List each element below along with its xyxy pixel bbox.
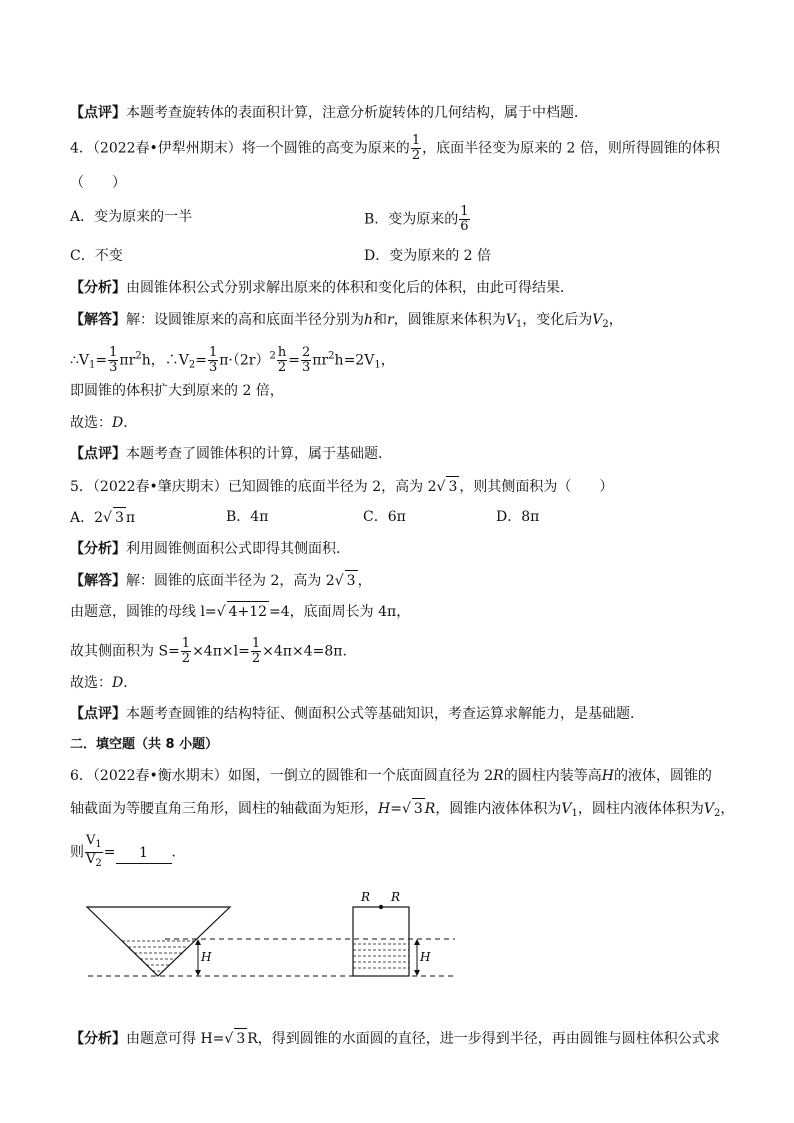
q6-stem-part: 则 bbox=[70, 844, 84, 861]
q4-analysis-text: 由圆锥体积公式分别求解出原来的体积和变化后的体积，由此可得结果． bbox=[126, 280, 574, 296]
var-h: h bbox=[364, 312, 374, 328]
sqrt-radicand: 3 bbox=[345, 570, 358, 591]
subscript: 1 bbox=[89, 359, 96, 371]
fraction-numerator: 1 bbox=[109, 345, 118, 360]
q6-stem-line-1 bbox=[70, 766, 712, 786]
q5-option-d: D．8π bbox=[496, 509, 540, 525]
review-tag: 【点评】 bbox=[70, 446, 126, 462]
var-H: H bbox=[378, 801, 391, 817]
solution-text: ×4π×l= bbox=[192, 643, 250, 660]
fraction-numerator: 1 bbox=[460, 204, 469, 219]
fraction-denominator: 6 bbox=[460, 219, 469, 234]
q4-paren: （ ） bbox=[70, 175, 126, 191]
q4-review-text: 本题考查了圆锥体积的计算，属于基础题． bbox=[126, 446, 392, 462]
q4-number: 4． bbox=[70, 140, 93, 157]
fraction-numerator: 1 bbox=[411, 133, 421, 148]
period: ． bbox=[123, 675, 138, 691]
math-text: h，∴V bbox=[141, 352, 189, 369]
q4-review-line bbox=[70, 444, 392, 464]
var-r: r bbox=[387, 312, 394, 328]
answer-blank: 1 bbox=[116, 843, 172, 864]
q6-number: 6． bbox=[70, 768, 93, 784]
solution-text: 和 bbox=[373, 312, 388, 328]
var-V: V bbox=[86, 833, 96, 848]
q6-stem-part: ． bbox=[171, 844, 186, 861]
q4-option-b bbox=[364, 205, 471, 234]
fraction-numerator: 1 bbox=[208, 345, 218, 360]
superscript: 2 bbox=[135, 350, 142, 362]
fraction-denominator: 2 bbox=[251, 651, 261, 666]
q5-option-a bbox=[70, 507, 135, 528]
comma: ， bbox=[608, 312, 623, 328]
q5-solution-line-4 bbox=[70, 673, 137, 693]
sqrt-sign bbox=[437, 479, 446, 495]
arrow-head bbox=[414, 970, 420, 976]
answer-choice: D bbox=[112, 415, 124, 431]
fraction bbox=[411, 134, 421, 163]
cylinder bbox=[353, 907, 409, 976]
subscript: 2 bbox=[713, 808, 721, 819]
q4-analysis-line bbox=[70, 278, 574, 298]
q6-stem-part: ，圆锥内液体体积为 bbox=[435, 801, 562, 817]
math-text: = bbox=[288, 352, 300, 369]
fraction bbox=[85, 834, 103, 871]
fraction bbox=[251, 637, 261, 666]
cylinder-H-label: H bbox=[420, 950, 431, 964]
superscript: 2 bbox=[269, 350, 276, 362]
comma: ， bbox=[720, 801, 735, 817]
fraction bbox=[208, 346, 218, 375]
q6-analysis-text: 由题意可得 H= bbox=[126, 1031, 225, 1047]
fraction-denominator: 2 bbox=[411, 148, 421, 163]
math-text: = bbox=[195, 352, 207, 369]
subscript: 1 bbox=[374, 359, 381, 371]
sqrt-radicand: 4+12 bbox=[227, 601, 269, 622]
subscript: 1 bbox=[571, 808, 578, 819]
math-text: πr bbox=[312, 352, 329, 369]
var-V: V bbox=[592, 312, 603, 328]
solution-text: =4，底面周长为 4π， bbox=[269, 604, 411, 620]
sqrt-radicand: 3 bbox=[234, 1028, 247, 1049]
cylinder-R-label-left: R bbox=[361, 890, 371, 904]
q5-source: （2022春•肇庆期末） bbox=[92, 479, 228, 495]
q4-option-a: A．变为原来的一半 bbox=[70, 209, 193, 225]
q5-stem-part: ，则其侧面积为（ ） bbox=[459, 479, 614, 495]
q4-solution-line-4 bbox=[70, 413, 137, 433]
sqrt-sign bbox=[402, 801, 411, 817]
solution-text: ， bbox=[357, 573, 372, 589]
solution-text: ，变化后为 bbox=[522, 312, 593, 328]
subscript: 1 bbox=[515, 319, 523, 330]
fraction bbox=[459, 205, 469, 234]
q5-review-line bbox=[70, 704, 644, 724]
cone-H-label: H bbox=[201, 950, 212, 964]
subscript: 1 bbox=[95, 839, 102, 850]
review-tag: 【点评】 bbox=[70, 105, 126, 121]
q3-review-line bbox=[70, 103, 588, 123]
q6-stem-part: 的液体，圆锥的 bbox=[613, 768, 712, 784]
option-text: A．2 bbox=[70, 510, 104, 526]
fraction-denominator bbox=[85, 853, 103, 871]
arrow-head bbox=[195, 970, 201, 976]
solution-text: 解：圆锥的底面半径为 2，高为 2 bbox=[126, 573, 335, 589]
sqrt-radicand: 3 bbox=[412, 798, 425, 819]
q6-stem-part: = bbox=[390, 801, 402, 817]
math-text: = bbox=[95, 352, 108, 369]
var-V: V bbox=[703, 801, 714, 817]
q5-analysis-text: 利用圆锥侧面积公式即得其侧面积． bbox=[126, 541, 350, 557]
comma: ， bbox=[380, 352, 395, 369]
q6-stem-part: 轴截面为等腰直角三角形，圆柱的轴截面为矩形， bbox=[70, 801, 378, 817]
q6-figure bbox=[70, 885, 470, 985]
q5-stem-line bbox=[70, 476, 613, 497]
sqrt-radicand: 3 bbox=[113, 507, 126, 528]
review-tag: 【点评】 bbox=[70, 706, 126, 722]
var-R: R bbox=[424, 801, 436, 817]
var-V: V bbox=[505, 312, 516, 328]
arrow-head bbox=[414, 939, 420, 945]
fraction bbox=[301, 346, 311, 375]
solution-text: 故选： bbox=[70, 415, 112, 431]
q4-solution-line-1 bbox=[70, 310, 623, 335]
q4-stem-line bbox=[70, 134, 720, 163]
option-label: B．变为原来的 bbox=[364, 211, 459, 228]
solution-tag: 【解答】 bbox=[70, 312, 126, 328]
solution-text: 解：设圆锥原来的高和底面半径分别为 bbox=[126, 312, 364, 328]
q5-solution-line-3 bbox=[70, 637, 356, 666]
q5-number: 5． bbox=[70, 479, 93, 495]
solution-text: ×4π×4=8π． bbox=[262, 643, 357, 660]
q6-stem-part: = bbox=[103, 844, 116, 861]
q5-solution-line-1 bbox=[70, 570, 372, 591]
q3-review-text: 本题考查旋转体的表面积计算，注意分析旋转体的几何结构，属于中档题． bbox=[126, 105, 588, 121]
analysis-tag: 【分析】 bbox=[70, 1031, 126, 1047]
solution-text: 由题意，圆锥的母线 l= bbox=[70, 604, 217, 620]
subscript: 2 bbox=[95, 858, 102, 869]
sqrt-sign bbox=[335, 573, 344, 589]
cylinder-center-dot bbox=[379, 905, 383, 909]
q5-option-b: B．4π bbox=[226, 509, 269, 525]
analysis-tag: 【分析】 bbox=[70, 541, 126, 557]
q6-source: （2022春•衡水期末） bbox=[92, 768, 228, 784]
fraction-denominator: 2 bbox=[277, 360, 287, 375]
q4-source: （2022春•伊犁州期末） bbox=[92, 140, 242, 157]
subscript: 2 bbox=[602, 319, 609, 330]
math-text: πr bbox=[119, 352, 136, 369]
fraction-numerator: 1 bbox=[251, 636, 261, 651]
q6-stem-line-2 bbox=[70, 798, 734, 824]
option-text: π bbox=[125, 510, 136, 526]
fraction-denominator: 3 bbox=[208, 360, 218, 375]
var-H: H bbox=[601, 768, 614, 784]
math-text: h=2V bbox=[334, 352, 375, 369]
fraction bbox=[277, 346, 287, 375]
math-text: π·（2r） bbox=[219, 352, 270, 369]
q5-solution-line-2 bbox=[70, 601, 410, 622]
var-V: V bbox=[561, 801, 572, 817]
q4-option-d: D．变为原来的 2 倍 bbox=[364, 248, 492, 264]
q6-stem-part: 的圆柱内装等高 bbox=[503, 768, 602, 784]
solution-text: 故选： bbox=[70, 675, 112, 691]
q6-stem-line-3 bbox=[70, 834, 186, 871]
q6-stem-part: 如图，一倒立的圆锥和一个底面圆直径为 2 bbox=[227, 768, 494, 784]
inverted-cone bbox=[87, 907, 230, 976]
solution-tag: 【解答】 bbox=[70, 573, 126, 589]
q6-analysis-line bbox=[70, 1028, 720, 1049]
solution-text: 故其侧面积为 S= bbox=[70, 643, 180, 660]
sqrt-sign bbox=[103, 510, 112, 526]
sqrt-radicand: 3 bbox=[446, 476, 459, 497]
period: ． bbox=[123, 415, 138, 431]
fraction bbox=[108, 346, 118, 375]
fraction bbox=[181, 637, 191, 666]
q4-stem-part: 将一个圆锥的高变为原来的 bbox=[241, 140, 410, 157]
q6-analysis-text: R，得到圆锥的水面圆的直径，进一步得到半径，再由圆锥与圆柱体积公式求 bbox=[247, 1031, 720, 1047]
fraction-denominator: 3 bbox=[109, 360, 118, 375]
q5-analysis-line bbox=[70, 539, 350, 559]
var-V: V bbox=[86, 852, 96, 867]
sqrt-sign bbox=[224, 1031, 233, 1047]
q4-option-c: C．不变 bbox=[70, 248, 123, 264]
q5-option-c: C．6π bbox=[363, 509, 406, 525]
analysis-tag: 【分析】 bbox=[70, 280, 126, 296]
section-heading: 二．填空题（共 8 小题） bbox=[70, 737, 219, 752]
fraction-numerator: 2 bbox=[301, 345, 311, 360]
cylinder-R-label-right: R bbox=[391, 890, 401, 904]
math-text: ∴V bbox=[70, 352, 90, 369]
fraction-denominator: 3 bbox=[301, 360, 311, 375]
q4-solution-line-2 bbox=[70, 346, 395, 376]
solution-text: ，圆锥原来体积为 bbox=[393, 312, 506, 328]
fraction-denominator: 2 bbox=[181, 651, 191, 666]
fraction-numerator bbox=[85, 834, 103, 853]
superscript: 2 bbox=[328, 350, 335, 362]
fraction-numerator: h bbox=[277, 345, 287, 360]
sqrt-sign bbox=[217, 604, 226, 620]
q4-stem-part: ，底面半径变为原来的 2 倍，则所得圆锥的体积 bbox=[422, 140, 720, 157]
q6-stem-part: ，圆柱内液体体积为 bbox=[577, 801, 704, 817]
fraction-numerator: 1 bbox=[181, 636, 191, 651]
q5-review-text: 本题考查圆锥的结构特征、侧面积公式等基础知识，考查运算求解能力，是基础题． bbox=[126, 706, 644, 722]
answer-choice: D bbox=[112, 675, 124, 691]
q4-solution-line-3: 即圆锥的体积扩大到原来的 2 倍， bbox=[70, 383, 284, 399]
var-R: R bbox=[493, 768, 504, 784]
subscript: 2 bbox=[188, 359, 196, 371]
q5-stem-part: 已知圆锥的底面半径为 2，高为 2 bbox=[227, 479, 437, 495]
